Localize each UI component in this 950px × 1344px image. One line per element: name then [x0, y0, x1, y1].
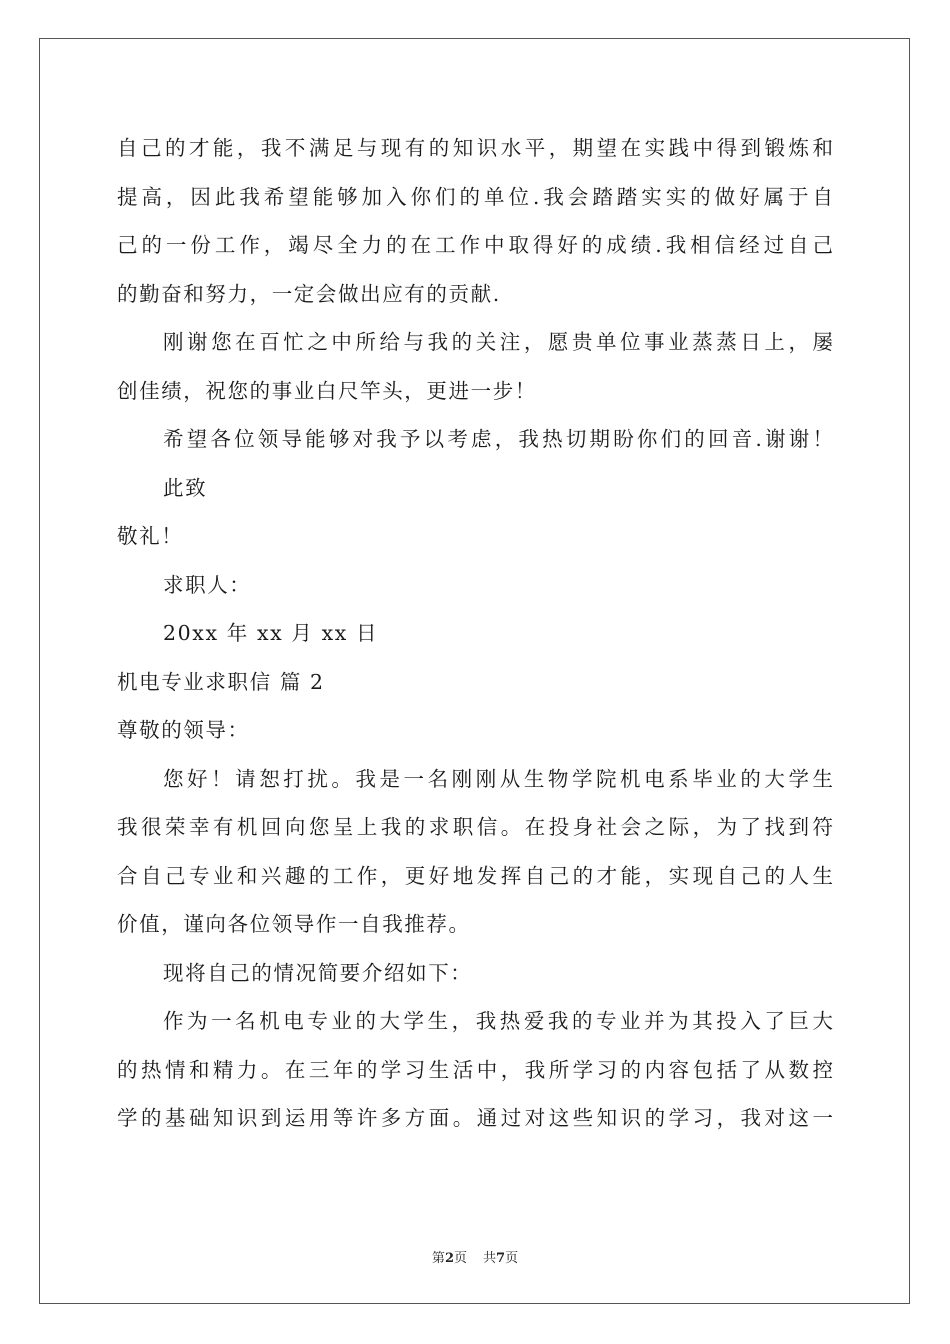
text-line: 希望各位领导能够对我予以考虑，我热切期盼你们的回音.谢谢！	[163, 427, 833, 451]
text-line: 提高，因此我希望能够加入你们的单位.我会踏踏实实的做好属于自	[117, 184, 833, 209]
total-prefix: 共	[483, 1251, 497, 1266]
total-page-number: 7	[496, 1251, 506, 1266]
text-line: 尊敬的领导：	[117, 718, 250, 742]
text-line: 创佳绩，祝您的事业白尺竿头，更进一步！	[117, 378, 537, 403]
page-footer	[0, 1247, 950, 1266]
text-line: 学的基础知识到运用等许多方面。通过对这些知识的学习，我对这一	[117, 1106, 833, 1130]
text-line: 价值，谨向各位领导作一自我推荐。	[117, 912, 471, 936]
text-line: 敬礼！	[117, 524, 184, 548]
text-line: 您好！请恕打扰。我是一名刚刚从生物学院机电系毕业的大学生	[163, 766, 833, 791]
current-page-number: 2	[444, 1251, 454, 1266]
text-line: 此致	[163, 475, 208, 500]
text-line: 我很荣幸有机回向您呈上我的求职信。在投身社会之际，为了找到符	[117, 815, 833, 839]
document-body	[117, 124, 833, 1143]
page-prefix: 第	[431, 1251, 445, 1266]
text-line: 20xx 年 xx 月 xx 日	[163, 621, 379, 645]
text-line: 的勤奋和努力，一定会做出应有的贡献.	[117, 281, 501, 306]
text-line: 求职人：	[163, 572, 252, 597]
text-line: 合自己专业和兴趣的工作，更好地发挥自己的才能，实现自己的人生	[117, 863, 833, 888]
text-line: 现将自己的情况简要介绍如下：	[163, 960, 473, 985]
text-line: 作为一名机电专业的大学生，我热爱我的专业并为其投入了巨大	[163, 1009, 833, 1033]
page-suffix: 页	[453, 1251, 467, 1266]
total-suffix: 页	[505, 1251, 519, 1266]
text-line: 机电专业求职信 篇 2	[117, 669, 325, 694]
text-line: 的热情和精力。在三年的学习生活中，我所学习的内容包括了从数控	[117, 1057, 833, 1082]
text-line: 刚谢您在百忙之中所给与我的关注，愿贵单位事业蒸蒸日上，屡	[163, 330, 833, 354]
text-line: 自己的才能，我不满足与现有的知识水平，期望在实践中得到锻炼和	[117, 136, 833, 160]
text-line: 己的一份工作，竭尽全力的在工作中取得好的成绩.我相信经过自己	[117, 233, 833, 257]
